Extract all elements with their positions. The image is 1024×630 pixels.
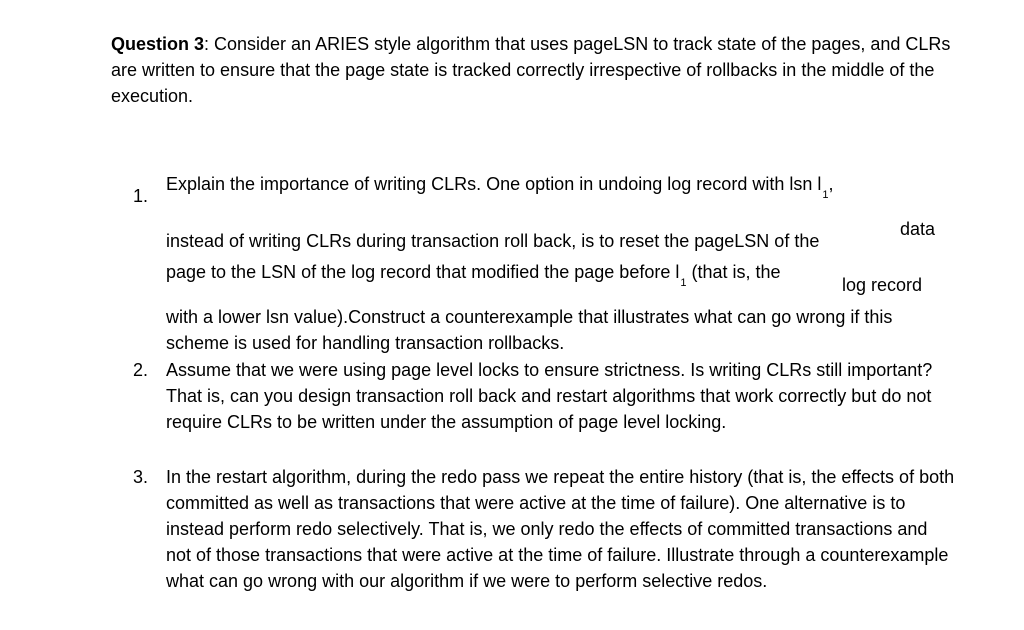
subscript-2: 1: [680, 277, 687, 289]
question-intro-text: : Consider an ARIES style algorithm that uses pageLSN to track state of the pages, and CLRs are written to ensure that the page state is tracked correctly irrespective of rollbacks in the middle of the execution.: [111, 34, 951, 106]
item-1-line-2: instead of writing CLRs during transaction roll back, is to reset the pageLSN of the: [166, 231, 820, 251]
item-1-line-3-end: (that is, the: [686, 262, 781, 282]
item-1-line-3-text: page to the LSN of the log record that modified the page before l: [166, 262, 680, 282]
item-3-text: In the restart algorithm, during the redo pass we repeat the entire history (that is, the effects of both committed as well as transactions that were active at the time of failure). One alternative is to instead perform redo selectively. That is, we only redo the effects of committed transactions and not of those transactions that were active at the time of failure. Illustrate through a counterexample what can go wrong with our algorithm if we were to perform selective redos.: [166, 467, 955, 591]
question-label: Question 3: [111, 34, 205, 54]
item-1-line-1: [166, 174, 834, 201]
question-intro: [111, 31, 951, 109]
item-1-continuation: with a lower lsn value).Construct a counterexample that illustrates what can go wrong if this scheme is used for handling transaction rollbacks.: [166, 307, 893, 353]
item-1-line-3: [166, 262, 781, 289]
item-number-3: 3.: [133, 467, 149, 487]
floating-words-log-record: log record: [842, 275, 923, 295]
item-number-1: 1.: [133, 186, 149, 206]
item-1-line-1-text: Explain the importance of writing CLRs. One option in undoing log record with lsn l: [166, 174, 822, 194]
item-2-text: Assume that we were using page level locks to ensure strictness. Is writing CLRs still important? That is, can you design transaction roll back and restart algorithms that work correctly but do not require CLRs to be written under the assumption of page level locking.: [166, 360, 933, 432]
item-number-2: 2.: [133, 360, 149, 380]
subscript-1: 1: [822, 189, 829, 201]
floating-word-data: data: [900, 219, 936, 239]
item-1-line-1-end: ,: [828, 174, 834, 194]
